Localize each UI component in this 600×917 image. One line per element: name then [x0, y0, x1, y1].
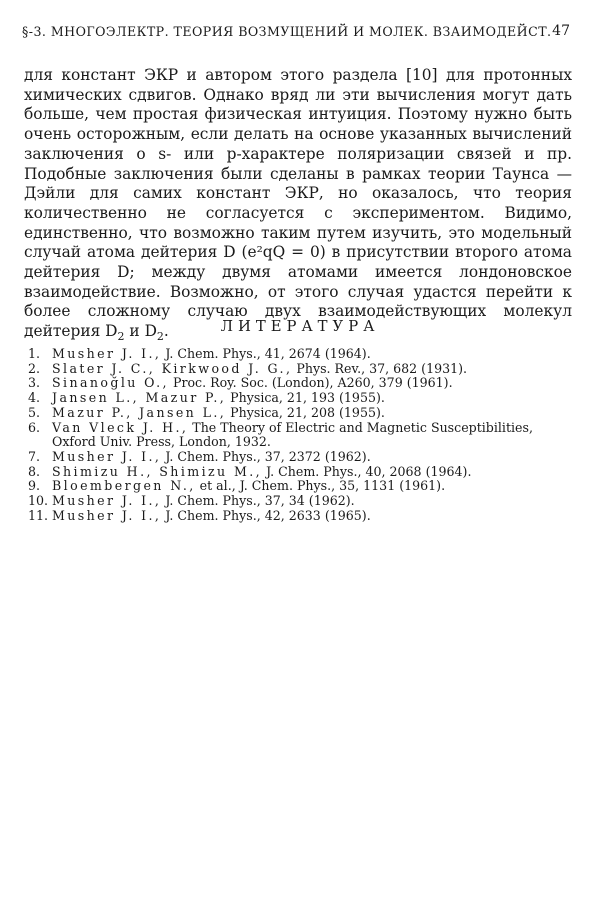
reference-authors: Van Vleck J. H., [52, 419, 189, 435]
reference-authors: Mazur P., Jansen L., [52, 404, 227, 420]
reference-item [28, 450, 578, 465]
running-header [22, 24, 570, 39]
reference-item [28, 391, 578, 406]
reference-text [52, 509, 371, 524]
page-number: 47 [552, 23, 570, 39]
reference-item [28, 509, 578, 524]
reference-source: Physica, 21, 193 (1955). [226, 390, 385, 406]
subscript-d2-second: 2 [156, 330, 164, 344]
reference-authors: Shimizu H., Shimizu M., [52, 463, 263, 479]
reference-text [52, 376, 453, 391]
reference-source: J. Chem. Phys., 40, 2068 (1964). [262, 463, 472, 479]
body-text-main: для констант ЭКР и автором этого раздела [10] для протонных химических сдвигов. Однако вряд ли эти вычисления могут дать больше, чем простая физическая интуиция. Поэтому нужно быть очень осторожным, если делать на основе указанных вычислений заключения о s- или p-характере поляризации связей и пр. Подобные заключения были сделаны в рамках теории Таунса — Дэйли для самих констант ЭКР, но оказалось, что теория количественно не согласуется с экспериментом. Видимо, единственно, что возможно таким путем изучить, это модельный случай атома дейтерия D (e²qQ = 0) в присутствии второго атома дейтерия D; между двумя атомами имеется лондоновское взаимодействие. Возможно, от этого случая удастся перейти к более сложному случаю двух взаимодействующих молекул дейтерия D [24, 66, 572, 341]
reference-text [52, 421, 533, 450]
reference-item [28, 494, 578, 509]
reference-authors: Musher J. I., [52, 448, 162, 464]
body-text-middle: и D [124, 322, 157, 341]
body-paragraph [24, 66, 572, 342]
reference-text [52, 465, 471, 480]
reference-item [28, 479, 578, 494]
reference-text [52, 494, 355, 509]
reference-item [28, 347, 578, 362]
reference-authors: Musher J. I., [52, 346, 162, 361]
reference-source: J. Chem. Phys., 37, 2372 (1962). [161, 448, 371, 464]
reference-list [28, 347, 578, 523]
reference-number: 4. [28, 390, 41, 406]
reference-text [52, 450, 371, 465]
subscript-d2-first: 2 [117, 330, 125, 344]
reference-text [52, 391, 385, 406]
reference-source: et al., J. Chem. Phys., 35, 1131 (1961). [195, 478, 446, 494]
reference-authors: Musher J. I., [52, 493, 162, 509]
reference-number: 9. [28, 478, 41, 494]
reference-text [52, 362, 467, 377]
reference-authors: Bloembergen N., [52, 478, 196, 494]
reference-source: Phys. Rev., 37, 682 (1931). [292, 360, 468, 376]
reference-number: 8. [28, 463, 41, 479]
reference-number: 3. [28, 375, 41, 391]
reference-source: J. Chem. Phys., 37, 34 (1962). [161, 493, 355, 509]
reference-number: 11. [28, 507, 49, 523]
reference-authors: Musher J. I., [52, 507, 162, 523]
reference-item [28, 362, 578, 377]
reference-item [28, 406, 578, 421]
reference-number: 6. [28, 419, 41, 435]
reference-number: 7. [28, 448, 41, 464]
section-title: §-3. МНОГОЭЛЕКТР. ТЕОРИЯ ВОЗМУЩЕНИЙ И МОЛЕК. ВЗАИМОДЕЙСТ. [22, 24, 552, 39]
reference-source: J. Chem. Phys., 42, 2633 (1965). [161, 507, 371, 523]
reference-text [52, 347, 371, 362]
reference-authors: Slater J. C., Kirkwood J. G., [52, 360, 293, 376]
reference-item [28, 376, 578, 391]
reference-item [28, 465, 578, 480]
reference-authors: Sinanoğlu O., [52, 375, 169, 391]
body-text-end: . [163, 322, 169, 341]
reference-source: Physica, 21, 208 (1955). [226, 404, 385, 420]
reference-number: 2. [28, 360, 41, 376]
reference-number: 10. [28, 493, 49, 509]
reference-source: Proc. Roy. Soc. (London), A260, 379 (1961). [168, 375, 453, 391]
reference-text [52, 406, 385, 421]
reference-authors: Jansen L., Mazur P., [52, 390, 227, 406]
reference-number: 1. [28, 346, 41, 361]
references-title: ЛИТЕРАТУРА [220, 318, 380, 335]
reference-item [28, 421, 578, 450]
reference-continuation: Oxford Univ. Press, London, 1932. [52, 434, 271, 450]
reference-text [52, 479, 445, 494]
reference-source: J. Chem. Phys., 41, 2674 (1964). [161, 346, 371, 361]
reference-source: The Theory of Electric and Magnetic Susceptibilities, [188, 419, 533, 435]
reference-number: 5. [28, 404, 41, 420]
